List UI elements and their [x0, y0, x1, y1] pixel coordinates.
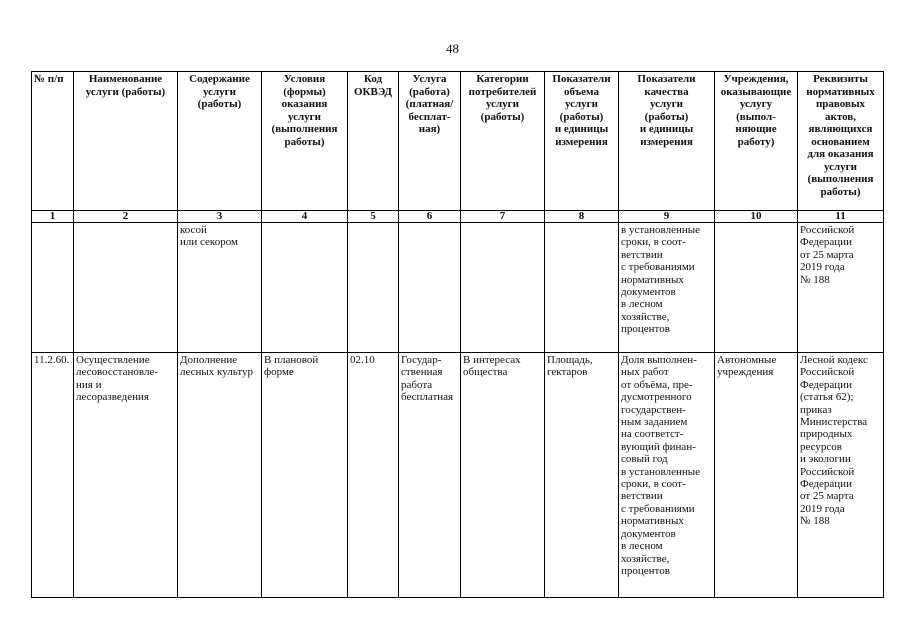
col-number: 9 [619, 211, 715, 223]
cell-conditions [262, 223, 348, 353]
col-number: 1 [32, 211, 74, 223]
cell-quality: в установленные сроки, в соот- ветствии с требованиями нормативных документов в лесном хозяйстве, процентов [619, 223, 715, 353]
cell-number: 11.2.60. [32, 353, 74, 598]
table-row-11-2-60 [32, 353, 884, 598]
col-number: 3 [178, 211, 262, 223]
col-number: 2 [74, 211, 178, 223]
col-header-okved: Код ОКВЭД [348, 72, 399, 211]
cell-consumers: В интересах общества [461, 353, 545, 598]
col-header-volume: Показатели объема услуги (работы) и единицы измерения [545, 72, 619, 211]
cell-legal-acts: Российской Федерации от 25 марта 2019 года № 188 [798, 223, 884, 353]
col-number: 8 [545, 211, 619, 223]
col-header-institutions: Учреждения, оказывающие услугу (выпол- няющие работу) [715, 72, 798, 211]
cell-legal-acts: Лесной кодекс Российской Федерации (статья 62); приказ Министерства природных ресурсов и экологии Российской Федерации от 25 марта 2019 года № 188 [798, 353, 884, 598]
col-header-consumers: Категории потребителей услуги (работы) [461, 72, 545, 211]
cell-conditions: В плановой форме [262, 353, 348, 598]
page-number: 48 [446, 41, 459, 56]
cell-number [32, 223, 74, 353]
cell-paid-free [399, 223, 461, 353]
col-number: 10 [715, 211, 798, 223]
col-number: 11 [798, 211, 884, 223]
header-row [32, 72, 884, 211]
services-table [31, 71, 884, 598]
cell-institutions [715, 223, 798, 353]
cell-paid-free: Государ- ственная работа бесплатная [399, 353, 461, 598]
cell-okved [348, 223, 399, 353]
col-number: 4 [262, 211, 348, 223]
cell-volume: Площадь, гектаров [545, 353, 619, 598]
cell-content: косой или секором [178, 223, 262, 353]
col-number: 7 [461, 211, 545, 223]
col-header-service-name: Наименование услуги (работы) [74, 72, 178, 211]
cell-service-name: Осуществление лесовосстановле- ния и лесоразведения [74, 353, 178, 598]
cell-institutions: Автономные учреждения [715, 353, 798, 598]
column-number-row [32, 211, 884, 223]
table-row-continuation [32, 223, 884, 353]
col-number: 6 [399, 211, 461, 223]
col-header-quality: Показатели качества услуги (работы) и единицы измерения [619, 72, 715, 211]
cell-content: Дополнение лесных культур [178, 353, 262, 598]
col-header-conditions: Условия (формы) оказания услуги (выполнения работы) [262, 72, 348, 211]
col-header-number: № п/п [32, 72, 74, 211]
col-header-paid-free: Услуга (работа) (платная/ бесплат- ная) [399, 72, 461, 211]
col-number: 5 [348, 211, 399, 223]
cell-consumers [461, 223, 545, 353]
col-header-legal-acts: Реквизиты нормативных правовых актов, являющихся основанием для оказания услуги (выполнения работы) [798, 72, 884, 211]
cell-volume [545, 223, 619, 353]
cell-quality: Доля выполнен- ных работ от объёма, пре- дусмотренного государствен- ным заданием на соответст- вующий финан- совый год в установленные сроки, в соот- ветствии с требованиями нормативных документов в лесном хозяйстве, процентов [619, 353, 715, 598]
cell-service-name [74, 223, 178, 353]
cell-okved: 02.10 [348, 353, 399, 598]
col-header-content: Содержание услуги (работы) [178, 72, 262, 211]
